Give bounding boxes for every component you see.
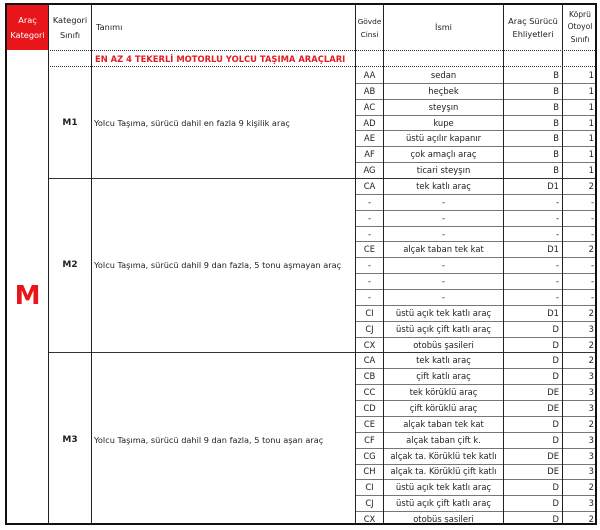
vehicle-name: alçak taban çift k. xyxy=(406,434,481,445)
vehicle-name: otobüs şasileri xyxy=(413,339,474,350)
title-separator xyxy=(48,66,595,67)
body-type-code: - xyxy=(367,260,372,271)
body-type-code: CC xyxy=(363,387,376,398)
vehicle-name: - xyxy=(441,260,446,271)
bridge-highway-class: 2 xyxy=(588,307,594,318)
body-type-code: AB xyxy=(363,85,376,96)
bridge-highway-class: 1 xyxy=(588,85,594,96)
category-description: Yolcu Taşıma, sürücü dahil 9 dan fazla, 5 tonu aşan araç xyxy=(94,434,324,445)
header-tanimi: Tanımı xyxy=(96,22,123,32)
license-class: - xyxy=(555,228,559,239)
section-title: EN AZ 4 TEKERLİ MOTORLU YOLCU TAŞIMA ARAÇLARI xyxy=(95,54,346,64)
header-kategori-sinifi: Kategori Sınıfı xyxy=(52,14,88,40)
license-class: - xyxy=(555,212,559,223)
license-class: - xyxy=(555,276,559,287)
vehicle-name: otobüs şasileri xyxy=(413,514,474,524)
bridge-highway-class: 2 xyxy=(588,339,594,350)
bridge-highway-class: 1 xyxy=(588,149,594,160)
category-description: Yolcu Taşıma, sürücü dahil en fazla 9 kişilik araç xyxy=(94,117,290,128)
body-type-code: AE xyxy=(363,133,376,144)
vehicle-name: - xyxy=(441,291,446,302)
license-class: B xyxy=(553,133,559,144)
vehicle-name: üstü açılır kapanır xyxy=(405,133,482,144)
vehicle-name: üstü açık tek katlı araç xyxy=(395,307,492,318)
category-description: Yolcu Taşıma, sürücü dahil 9 dan fazla, 5 tonu aşmayan araç xyxy=(94,260,342,271)
license-class: B xyxy=(553,85,559,96)
license-class: B xyxy=(553,69,559,80)
category-m: M xyxy=(14,281,41,311)
license-class: - xyxy=(555,260,559,271)
body-type-code: AD xyxy=(363,117,376,128)
license-class: D xyxy=(552,323,559,334)
license-class: B xyxy=(553,117,559,128)
body-type-code: - xyxy=(367,228,372,239)
vehicle-name: çift körüklü araç xyxy=(409,402,478,413)
license-class: B xyxy=(553,149,559,160)
vehicle-name: tek katlı araç xyxy=(416,355,471,366)
vehicle-name: ticari steyşın xyxy=(416,165,471,176)
body-type-code: - xyxy=(367,212,372,223)
vehicle-name: üstü açık çift katlı araç xyxy=(396,498,491,509)
column-divider xyxy=(503,5,504,523)
license-class: - xyxy=(555,291,559,302)
bridge-highway-class: 2 xyxy=(588,514,594,524)
license-class: DE xyxy=(547,402,559,413)
vehicle-name: steyşın xyxy=(428,101,459,112)
header-ehliyet: Araç Sürücü Ehliyetleri xyxy=(508,15,558,39)
bridge-highway-class: 3 xyxy=(588,371,594,382)
vehicle-name: çok amaçlı araç xyxy=(410,149,477,160)
bridge-highway-class: 2 xyxy=(588,482,594,493)
bridge-highway-class: 3 xyxy=(588,323,594,334)
license-class: B xyxy=(553,101,559,112)
column-divider xyxy=(383,5,384,523)
license-class: D xyxy=(552,514,559,524)
bridge-highway-class: 3 xyxy=(588,387,594,398)
body-type-code: CA xyxy=(363,355,376,366)
header-arac-kategori: Araç Kategori xyxy=(7,5,48,50)
body-type-code: CI xyxy=(365,307,374,318)
bridge-highway-class: 1 xyxy=(588,133,594,144)
body-type-code: CX xyxy=(363,339,376,350)
license-class: DE xyxy=(547,387,559,398)
vehicle-name: alçak ta. Körüklü tek katlı xyxy=(390,450,497,461)
vehicle-name: - xyxy=(441,212,446,223)
category-class: M1 xyxy=(62,117,78,128)
vehicle-name: kupe xyxy=(433,117,454,128)
header-ismi: İsmi xyxy=(435,22,452,32)
bridge-highway-class: - xyxy=(590,212,594,223)
license-class: D xyxy=(552,434,559,445)
bridge-highway-class: 2 xyxy=(588,244,594,255)
vehicle-category-table xyxy=(5,3,597,525)
body-type-code: CD xyxy=(363,402,376,413)
license-class: D xyxy=(552,339,559,350)
header-govde-cinsi: Gövde Cinsi xyxy=(357,16,382,39)
header-separator xyxy=(48,50,595,51)
body-type-code: CA xyxy=(363,180,376,191)
body-type-code: CX xyxy=(363,514,376,524)
category-class: M3 xyxy=(62,434,78,445)
license-class: D1 xyxy=(547,307,559,318)
bridge-highway-class: - xyxy=(590,276,594,287)
vehicle-name: tek katlı araç xyxy=(416,180,471,191)
body-type-code: CJ xyxy=(365,323,374,334)
vehicle-name: alçak ta. Körüklü çift katlı xyxy=(390,466,497,477)
bridge-highway-class: 1 xyxy=(588,101,594,112)
bridge-highway-class: 1 xyxy=(588,117,594,128)
license-class: D xyxy=(552,371,559,382)
license-class: DE xyxy=(547,466,559,477)
license-class: D1 xyxy=(547,180,559,191)
column-divider xyxy=(355,5,356,523)
vehicle-name: sedan xyxy=(430,69,457,80)
vehicle-name: üstü açık çift katlı araç xyxy=(396,323,491,334)
vehicle-name: alçak taban tek kat xyxy=(403,418,484,429)
bridge-highway-class: 1 xyxy=(588,165,594,176)
column-divider xyxy=(91,5,92,523)
body-type-code: CG xyxy=(363,450,376,461)
column-divider xyxy=(48,5,49,523)
license-class: D xyxy=(552,482,559,493)
license-class: DE xyxy=(547,450,559,461)
body-type-code: AC xyxy=(363,101,376,112)
vehicle-name: - xyxy=(441,196,446,207)
body-type-code: - xyxy=(367,291,372,302)
body-type-code: AF xyxy=(364,149,375,160)
bridge-highway-class: 3 xyxy=(588,466,594,477)
body-type-code: CB xyxy=(363,371,376,382)
body-type-code: CE xyxy=(363,418,376,429)
header-kopru: Köprü Otoyol Sınıfı xyxy=(567,9,593,44)
license-class: D xyxy=(552,498,559,509)
vehicle-name: alçak taban tek kat xyxy=(403,244,484,255)
vehicle-name: üstü açık tek katlı araç xyxy=(395,482,492,493)
bridge-highway-class: 2 xyxy=(588,418,594,429)
bridge-highway-class: - xyxy=(590,260,594,271)
bridge-highway-class: 2 xyxy=(588,180,594,191)
bridge-highway-class: 2 xyxy=(588,355,594,366)
category-class: M2 xyxy=(62,260,78,271)
body-type-code: AG xyxy=(363,165,376,176)
bridge-highway-class: 3 xyxy=(588,498,594,509)
body-type-code: CH xyxy=(363,466,376,477)
vehicle-name: - xyxy=(441,228,446,239)
vehicle-name: tek körüklü araç xyxy=(409,387,478,398)
bridge-highway-class: 3 xyxy=(588,434,594,445)
bridge-highway-class: 3 xyxy=(588,402,594,413)
license-class: D xyxy=(552,418,559,429)
body-type-code: CE xyxy=(363,244,376,255)
vehicle-name: heçbek xyxy=(428,85,459,96)
body-type-code: AA xyxy=(363,69,376,80)
body-type-code: - xyxy=(367,276,372,287)
bridge-highway-class: - xyxy=(590,228,594,239)
license-class: - xyxy=(555,196,559,207)
body-type-code: CJ xyxy=(365,498,374,509)
column-divider xyxy=(562,5,563,523)
vehicle-name: - xyxy=(441,276,446,287)
bridge-highway-class: 3 xyxy=(588,450,594,461)
license-class: D1 xyxy=(547,244,559,255)
license-class: B xyxy=(553,165,559,176)
bridge-highway-class: - xyxy=(590,291,594,302)
bridge-highway-class: - xyxy=(590,196,594,207)
license-class: D xyxy=(552,355,559,366)
vehicle-name: çift katlı araç xyxy=(416,371,471,382)
body-type-code: CF xyxy=(364,434,375,445)
body-type-code: CI xyxy=(365,482,374,493)
body-type-code: - xyxy=(367,196,372,207)
bridge-highway-class: 1 xyxy=(588,69,594,80)
